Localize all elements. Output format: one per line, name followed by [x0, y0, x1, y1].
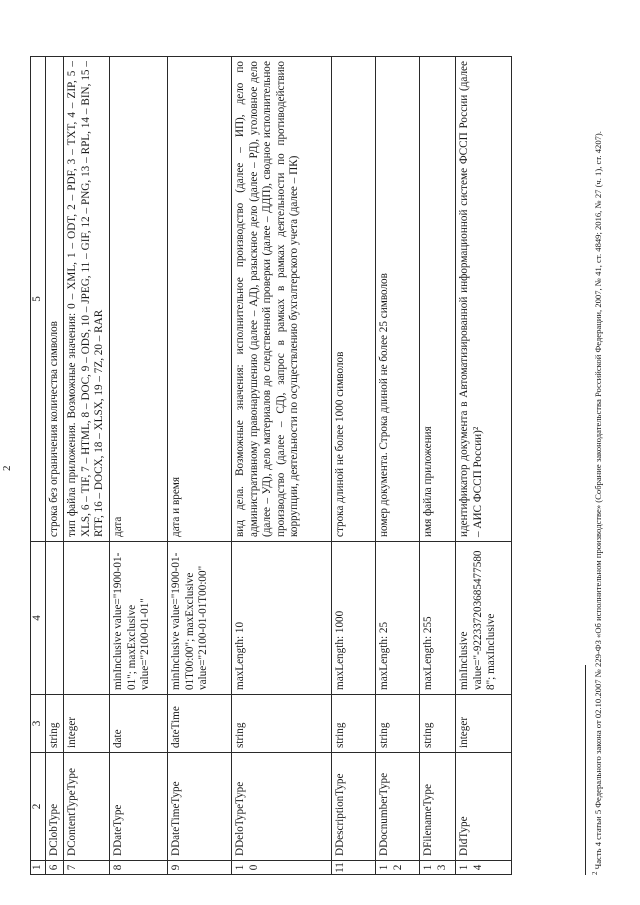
header-cell-2: 2 — [31, 753, 46, 861]
base-type: dateTime — [168, 695, 232, 753]
row-number: 9 — [168, 861, 232, 875]
restriction — [46, 542, 64, 695]
base-type: string — [332, 695, 376, 753]
type-name: DContentTypeType — [64, 753, 110, 861]
description: имя файла приложения — [420, 57, 456, 542]
type-name: DFilenameType — [420, 753, 456, 861]
table-row — [420, 57, 456, 875]
type-name: DDescriptionType — [332, 753, 376, 861]
description: строка длиной не более 1000 символов — [332, 57, 376, 542]
table-row — [168, 57, 232, 875]
row-number: 14 — [456, 861, 512, 875]
description: вид дела. Возможные значения: исполнительное производство (далее – ИП), дело по административному правонарушению (далее – АД), разыскное дело (далее – РД), уголовное дело (далее – УД), дело материалов до следственной проверки (далее – ДДП), сводное исполнительное производство (далее – СД), запрос в рамках в рамках деятельности по противодействию коррупции, деятельности по осуществлению бухгалтерского учета (далее – ПК) — [232, 57, 332, 542]
restriction: maxLength: 1000 — [332, 542, 376, 695]
header-cell-4: 4 — [31, 542, 46, 695]
table-row — [376, 57, 420, 875]
footnote-text: Часть 4 статьи 5 Федерального закона от 02.10.2007 № 229-ФЗ «Об исполнительном производстве» (Собрание законодательства Российской Федерации, 2007, № 41, ст. 4849; 2016, № 27 (ч. 1), ст. 4207). — [592, 131, 603, 870]
type-name: DDocnumberType — [376, 753, 420, 861]
restriction: maxLength: 25 — [376, 542, 420, 695]
data-types-table — [30, 56, 512, 875]
row-number: 12 — [376, 861, 420, 875]
table-row — [232, 57, 332, 875]
type-name: DIdType — [456, 753, 512, 861]
row-number: 10 — [232, 861, 332, 875]
restriction: maxLength: 255 — [420, 542, 456, 695]
row-number: 13 — [420, 861, 456, 875]
description: дата — [110, 57, 168, 542]
base-type: integer — [456, 695, 512, 753]
header-cell-5: 5 — [31, 57, 46, 542]
footnote-separator — [585, 665, 586, 875]
type-name: DDateType — [110, 753, 168, 861]
table-row — [110, 57, 168, 875]
base-type: string — [46, 695, 64, 753]
table-row — [64, 57, 110, 875]
description: идентификатор документа в Автоматизированной информационной системе ФССП России (далее – АИС ФССП России)² — [456, 57, 512, 542]
footnote-mark: 2 — [591, 871, 599, 875]
description: тип файла приложения. Возможные значения: 0 – XML, 1 – ODT, 2 – PDF, 3 – TXT, 4 – ZIP, 5 – XLS, 6 – TIF, 7 – HTML, 8 – DOC, 9 – ODS, 10 – JPEG, 11 – GIF, 12 – PNG, 13 – RPL, 14 – BIN, 15 – RTF, 16 – DOCX, 18 – XLSX, 19 – 7Z, 20 – RAR — [64, 57, 110, 542]
restriction: minInclusive value="1900-01-01"; maxExclusive value="2100-01-01" — [110, 542, 168, 695]
type-name: DDateTimeType — [168, 753, 232, 861]
row-number: 7 — [64, 861, 110, 875]
row-number: 8 — [110, 861, 168, 875]
table-row — [46, 57, 64, 875]
restriction: minInclusive value="1900-01-01T00:00"; maxExclusive value="2100-01-01T00:00" — [168, 542, 232, 695]
restriction: minInclusive value="-9223372036854775808"; maxInclusive — [456, 542, 512, 695]
description: дата и время — [168, 57, 232, 542]
restriction — [64, 542, 110, 695]
row-number: 6 — [46, 861, 64, 875]
footnote — [590, 57, 604, 875]
page-number: 2 — [1, 465, 13, 471]
base-type: string — [232, 695, 332, 753]
base-type: string — [420, 695, 456, 753]
header-cell-1: 1 — [31, 861, 46, 875]
header-cell-3: 3 — [31, 695, 46, 753]
type-name: DDeloTypeType — [232, 753, 332, 861]
description: строка без ограничения количества символов — [46, 57, 64, 542]
table-header-row — [31, 57, 46, 875]
type-name: DClobType — [46, 753, 64, 861]
base-type: string — [376, 695, 420, 753]
table-row — [332, 57, 376, 875]
restriction: maxLength: 10 — [232, 542, 332, 695]
base-type: integer — [64, 695, 110, 753]
description: номер документа. Строка длиной не более 25 символов — [376, 57, 420, 542]
base-type: date — [110, 695, 168, 753]
table-row — [456, 57, 512, 875]
row-number: 11 — [332, 861, 376, 875]
